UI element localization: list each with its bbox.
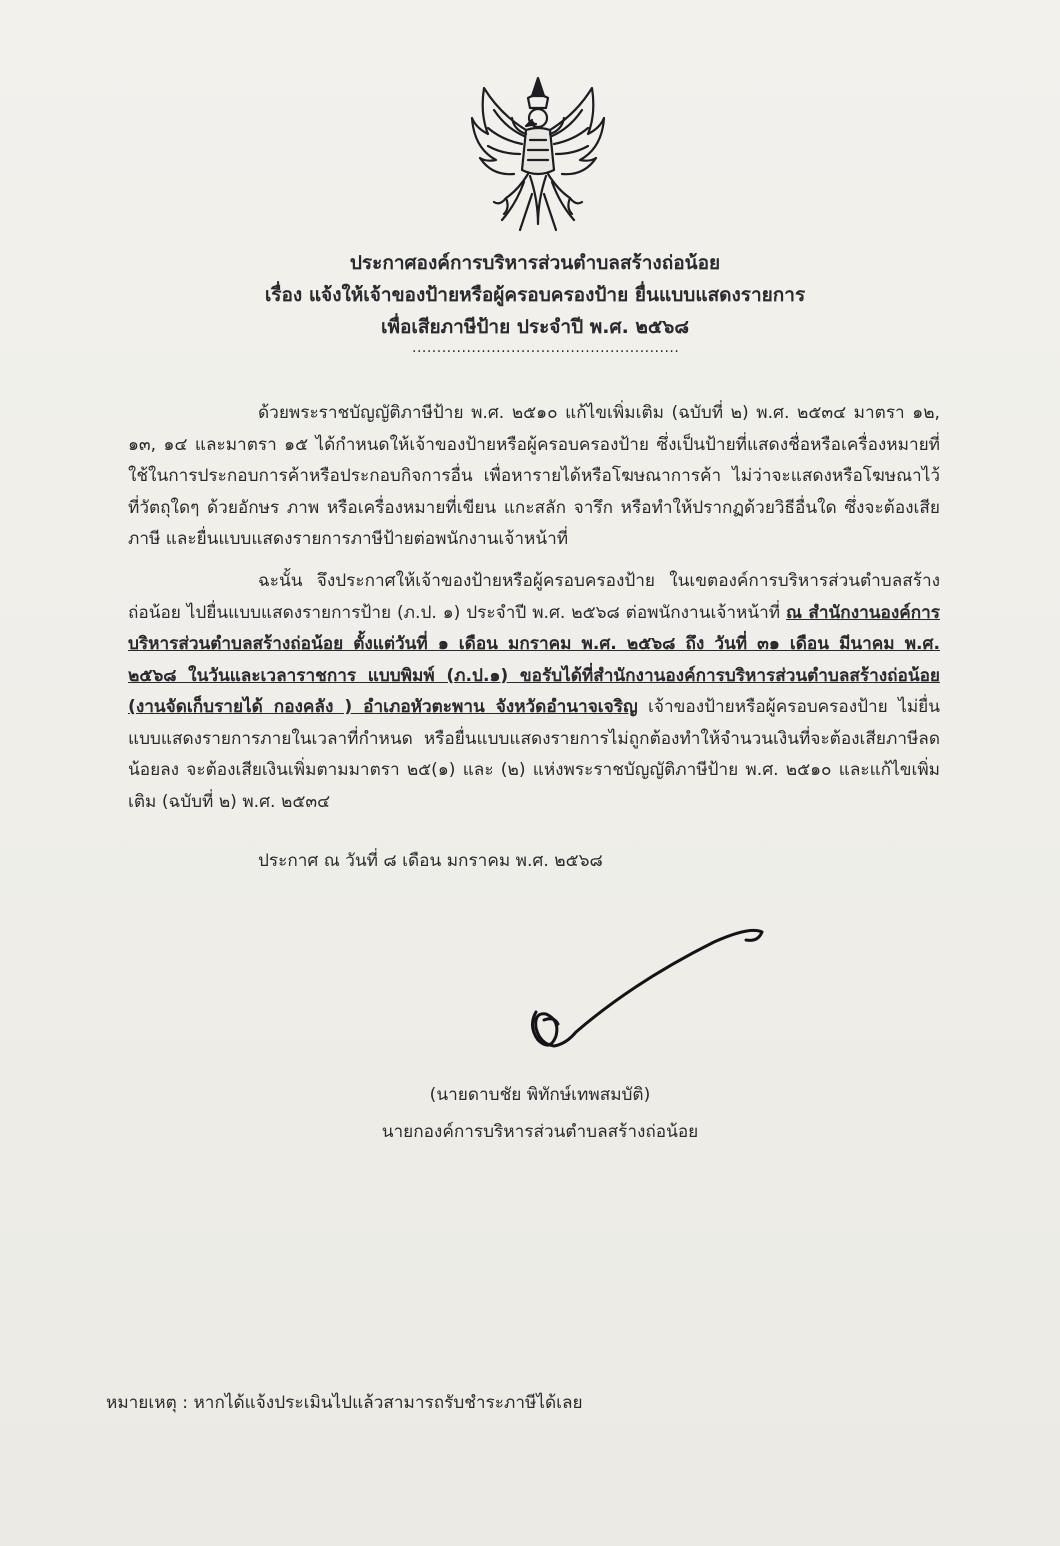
announcement-title: ประกาศองค์การบริหารส่วนตำบลสร้างถ่อน้อย (349, 252, 721, 274)
paragraph-instructions (128, 566, 940, 818)
paragraph-instructions-emphasis: ณ สำนักงานองค์การบริหารส่วนตำบลสร้างถ่อน้อย ตั้งแต่วันที่ ๑ เดือน มกราคม พ.ศ. ๒๕๖๘ ถึง วันที่ ๓๑ เดือน มีนาคม พ.ศ. ๒๕๖๘ ในวันและเวลาราชการ แบบพิมพ์ (ภ.ป.๑) ขอรับได้ที่สำนักงานองค์การบริหารส่วนตำบลสร้างถ่อน้อย (งานจัดเก็บรายได้ กองคลัง ) อำเภอหัวตะพาน จังหวัดอำนาจเจริญ (128, 602, 941, 717)
paragraph-legal-basis: ด้วยพระราชบัญญัติภาษีป้าย พ.ศ. ๒๕๑๐ แก้ไขเพิ่มเติม (ฉบับที่ ๒) พ.ศ. ๒๕๓๔ มาตรา ๑๒, ๑๓, ๑๔ และมาตรา ๑๕ ได้กำหนดให้เจ้าของป้ายหรือผู้ครอบครองป้าย ซึ่งเป็นป้ายที่แสดงชื่อหรือเครื่องหมายที่ใช้ในการประกอบการค้าหรือประกอบกิจการอื่น เพื่อหารายได้หรือโฆษณาการค้า ไม่ว่าจะแสดงหรือโฆษณาไว้ที่วัตถุใดๆ ด้วยอักษร ภาพ หรือเครื่องหมายที่เขียน แกะสลัก จารึก หรือทำให้ปรากฏด้วยวิธีอื่นใด ซึ่งจะต้องเสียภาษี และยื่นแบบแสดงรายการภาษีป้ายต่อพนักงานเจ้าหน้าที่ (128, 403, 940, 549)
footnote: หมายเหตุ : หากได้แจ้งประเมินไปแล้วสามารถรับชำระภาษีได้เลย (106, 1393, 583, 1413)
announcement-date: ประกาศ ณ วันที่ ๘ เดือน มกราคม พ.ศ. ๒๕๖๘ (258, 851, 603, 871)
paragraph-instructions-intro: ฉะนั้น จึงประกาศให้เจ้าของป้ายหรือผู้ครอบครองป้าย ในเขตองค์การบริหารส่วนตำบลสร้างถ่อน้อย ไปยื่นแบบแสดงรายการป้าย (ภ.ป. ๑) ประจำปี พ.ศ. ๒๕๖๘ ต่อพนักงานเจ้าหน้าที่ (128, 571, 940, 623)
garuda-emblem-icon (466, 74, 610, 236)
handwritten-signature (514, 916, 774, 1066)
announcement-subject-cont: เพื่อเสียภาษีป้าย ประจำปี พ.ศ. ๒๕๖๘ (380, 316, 690, 338)
separator-dots: ...................................................... (412, 340, 680, 356)
paragraph-instructions-penalty: เจ้าของป้ายหรือผู้ครอบครองป้าย ไม่ยื่นแบบแสดงรายการภายในเวลาที่กำหนด หรือยื่นแบบแสดงรายการไม่ถูกต้องทำให้จำนวนเงินที่จะต้องเสียภาษีลดน้อยลง จะต้องเสียเงินเพิ่มตามมาตรา ๒๕(๑) และ (๒) แห่งพระราชบัญญัติภาษีป้าย พ.ศ. ๒๕๑๐ และแก้ไขเพิ่มเติม (ฉบับที่ ๒) พ.ศ. ๒๕๓๔ (128, 697, 940, 812)
signer-name: (นายดาบชัย พิทักษ์เทพสมบัติ) (429, 1085, 651, 1105)
signer-position: นายกองค์การบริหารส่วนตำบลสร้างถ่อน้อย (381, 1122, 699, 1142)
announcement-subject: เรื่อง แจ้งให้เจ้าของป้ายหรือผู้ครอบครองป้าย ยื่นแบบแสดงรายการ (264, 284, 806, 306)
